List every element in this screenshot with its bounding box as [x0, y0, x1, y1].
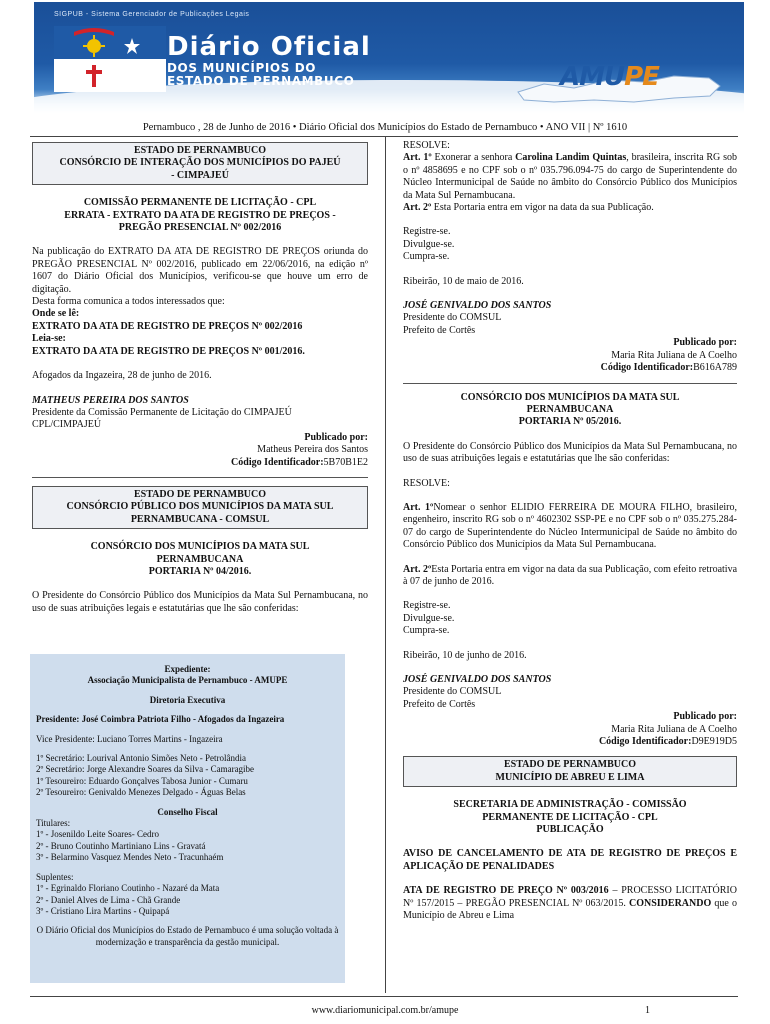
paragraph — [403, 885, 737, 922]
signatory-name: MATHEUS PEREIRA DOS SANTOS — [32, 394, 189, 406]
expediente-org: Associação Municipalista de Pernambuco - AMUPE — [87, 675, 288, 686]
expediente-line: 2º Tesoureiro: Genivaldo Menezes Delgado - Águas Belas — [36, 787, 246, 798]
masthead-subtitle-line2: ESTADO DE PERNAMBUCO — [167, 74, 355, 88]
closing-line: Divulgue-se. — [403, 612, 455, 624]
notice-title: AVISO DE CANCELAMENTO DE ATA DE REGISTRO DE PREÇOS E APLICAÇÃO DE PENALIDADES — [403, 848, 737, 872]
expediente-line: 3º - Belarmino Vasquez Mendes Neto - Tracunhaém — [36, 852, 224, 863]
ata-label: ATA DE REGISTRO DE PREÇO Nº 003/2016 — [403, 885, 609, 897]
expediente-presidente: Presidente: José Coimbra Patriota Filho - Afogados da Ingazeira — [36, 714, 285, 725]
identifier-label: Código Identificador: — [231, 456, 324, 468]
heading-line: COMISSÃO PERMANENTE DE LICITAÇÃO - CPL — [83, 197, 317, 209]
expediente-note: O Diário Oficial dos Municípios do Estado de Pernambuco é uma solução voltada à modernização e transparência da gestão municipal. — [36, 925, 339, 947]
closing-line: Divulgue-se. — [403, 238, 455, 250]
amupe-logo-pe: PE — [624, 62, 659, 92]
heading-line: ERRATA - EXTRATO DA ATA DE REGISTRO DE PREÇOS - — [64, 209, 336, 221]
section-heading-cpl — [403, 799, 737, 836]
expediente-box — [30, 654, 345, 983]
box-line: MUNICÍPIO DE ABREU E LIMA — [495, 771, 645, 783]
identifier-code — [32, 457, 368, 469]
identifier-value: B616A789 — [693, 362, 737, 374]
article-person: Carolina Landim Quintas — [515, 152, 627, 164]
resolve-label: RESOLVE: — [403, 477, 450, 489]
masthead-title: Diário Oficial — [167, 32, 371, 62]
considerando-label: CONSIDERANDO — [629, 897, 712, 909]
expediente-line: 1º Secretário: Lourival Antonio Simões Neto - Petrolândia — [36, 753, 246, 764]
masthead-subtitle — [167, 62, 354, 88]
paragraph-bold: Leia-se: — [32, 333, 66, 345]
amupe-logo — [560, 62, 659, 92]
article-text: Exonerar a senhora — [431, 152, 516, 164]
published-by-name: Maria Rita Juliana de A Coelho — [611, 723, 737, 735]
identifier-value: 5B70B1E2 — [323, 456, 368, 468]
masthead-banner — [34, 2, 744, 114]
box-line: ESTADO DE PERNAMBUCO — [503, 759, 637, 771]
place-date: Ribeirão, 10 de junho de 2016. — [403, 649, 527, 661]
footer-rule — [30, 996, 738, 997]
published-by-label: Publicado por: — [673, 337, 737, 349]
published-by-name: Matheus Pereira dos Santos — [257, 444, 368, 456]
heading-line: CONSÓRCIO DOS MUNICÍPIOS DA MATA SUL — [460, 391, 680, 403]
article-text: , brasileira, inscrita RG sob o nº 4858695 e no CPF sob o nº 035.796.094-75 do cargo de Superintendente do Núcleo Intermunicipal de Saúde no âmbito do Consórcio Público dos Municípios da Mata Sul Pernambucana. — [403, 152, 738, 201]
signatory-role: Presidente da Comissão Permanente de Licitação do CIMPAJEÚ — [32, 406, 292, 418]
paragraph-bold: EXTRATO DA ATA DE REGISTRO DE PREÇOS Nº 001/2016. — [32, 345, 305, 357]
place-date: Ribeirão, 10 de maio de 2016. — [403, 275, 524, 287]
resolve-label: RESOLVE: — [403, 140, 450, 151]
article-text: Esta Portaria entra em vigor na data da sua Publicação. — [431, 202, 654, 214]
left-column — [32, 142, 368, 615]
box-line: PERNAMBUCANA - COMSUL — [130, 513, 270, 525]
signatory-role: Presidente do COMSUL — [403, 312, 502, 324]
identifier-code — [403, 736, 737, 748]
heading-line: PREGÃO PRESENCIAL Nº 002/2016 — [118, 222, 282, 234]
signatory-name: JOSÉ GENIVALDO DOS SANTOS — [403, 300, 552, 312]
heading-line: CONSÓRCIO DOS MUNICÍPIOS DA MATA SUL — [90, 541, 310, 553]
box-line: CONSÓRCIO PÚBLICO DOS MUNICÍPIOS DA MATA SUL — [66, 501, 334, 513]
signatory-role: Presidente do COMSUL — [403, 686, 502, 698]
column-divider — [385, 137, 386, 993]
expediente-diretoria: Diretoria Executiva — [149, 694, 226, 705]
issue-header: Pernambuco , 28 de Junho de 2016 • Diário Oficial dos Municípios do Estado de Pernambuco • ANO VII | Nº 1610 — [142, 122, 628, 133]
closing-line: Registre-se. — [403, 600, 451, 612]
identifier-label: Código Identificador: — [600, 362, 694, 374]
heading-line: PERNAMBUCANA — [156, 553, 244, 565]
article-text: Nomear o senhor ELIDIO FERREIRA DE MOURA FILHO, brasileiro, engenheiro, inscrito RG sob o nº 4602302 SSP-PE e no CPF sob o nº 035.275.284-07 do cargo de Superintendente do Núcleo Intermunicipal de Saúde no âmbito do Consórcio Público dos Municípios da Mata Sul Pernambucana. — [403, 501, 738, 551]
sigpub-label: SIGPUB - Sistema Gerenciador de Publicações Legais — [54, 11, 250, 18]
ata-text: que o Município de Abreu e Lima — [403, 897, 737, 922]
article-label: Art. 1º — [403, 152, 432, 164]
expediente-title: Expediente: — [164, 664, 211, 674]
heading-line: PERNAMBUCANA — [526, 403, 614, 415]
masthead-subtitle-line1: DOS MUNICÍPIOS DO — [167, 61, 317, 75]
expediente-line: 3º - Cristiano Lira Martins - Quipapá — [36, 905, 170, 916]
expediente-line: 2º - Bruno Coutinho Martiniano Lins - Gravatá — [36, 840, 206, 851]
signatory-role: CPL/CIMPAJEÚ — [32, 419, 102, 431]
identifier-label: Código Identificador: — [598, 736, 692, 748]
expediente-line: 2º - Daniel Alves de Lima - Chã Grande — [36, 894, 181, 905]
expediente-line: 1º - Egrinaldo Floriano Coutinho - Nazaré da Mata — [36, 883, 220, 894]
footer-url[interactable]: www.diariomunicipal.com.br/amupe — [311, 1005, 459, 1016]
expediente-conselho: Conselho Fiscal — [157, 806, 218, 817]
article-label: Art. 2º — [403, 563, 432, 575]
heading-line: PORTARIA Nº 04/2016. — [148, 565, 252, 577]
box-line: ESTADO DE PERNAMBUCO — [133, 488, 267, 500]
article — [403, 202, 737, 214]
article-label: Art. 2º — [403, 202, 432, 214]
closing-line: Cumpra-se. — [403, 251, 450, 263]
article-text: Esta Portaria entra em vigor na data da sua Publicação, com efeito retroativa à 07 de junho de 2016. — [403, 563, 738, 587]
signatory-role: Prefeito de Cortês — [403, 324, 476, 336]
expediente-line: Suplentes: — [36, 871, 74, 882]
ata-text: – PROCESSO LICITATÓRIO Nº 157/2015 – PREGÃO PRESENCIAL Nº 063/2015. — [403, 885, 737, 909]
article — [403, 564, 737, 589]
signatory-role: Prefeito de Cortês — [403, 698, 476, 710]
published-by-label: Publicado por: — [673, 711, 737, 723]
paragraph-bold: EXTRATO DA ATA DE REGISTRO DE PREÇOS Nº 002/2016 — [32, 320, 303, 332]
box-line: CONSÓRCIO DE INTERAÇÃO DOS MUNICÍPIOS DO PAJEÚ — [59, 157, 341, 169]
expediente-line: 2º Secretário: Jorge Alexandre Soares da Silva - Camaragibe — [36, 764, 255, 775]
article — [403, 502, 737, 552]
article-label: Art. 1º — [403, 501, 434, 513]
heading-line: PUBLICAÇÃO — [536, 824, 604, 836]
heading-line: PERMANENTE DE LICITAÇÃO - CPL — [482, 811, 658, 823]
amupe-logo-amu: AMU — [560, 62, 625, 92]
section-box-comsul — [32, 486, 368, 529]
section-heading-portaria-04 — [32, 541, 368, 578]
section-box-abreu-e-lima — [403, 756, 737, 787]
section-heading-errata — [32, 197, 368, 234]
expediente-line: 1º Tesoureiro: Eduardo Gonçalves Tabosa Junior - Cumaru — [36, 775, 248, 786]
expediente-line: 1º - Josenildo Leite Soares- Cedro — [36, 829, 160, 840]
published-by-name: Maria Rita Juliana de A Coelho — [611, 349, 737, 361]
heading-line: SECRETARIA DE ADMINISTRAÇÃO - COMISSÃO — [453, 799, 687, 811]
pernambuco-flag-icon — [54, 26, 166, 92]
identifier-value: D9E919D5 — [691, 736, 737, 748]
heading-line: PORTARIA Nº 05/2016. — [518, 416, 622, 428]
paragraph: Desta forma comunica a todos interessados que: — [32, 296, 225, 308]
paragraph: O Presidente do Consórcio Público dos Municípios da Mata Sul Pernambucana, no uso de suas atribuições legais e estatutárias que lhe são conferidas: — [32, 590, 368, 614]
paragraph: Na publicação do EXTRATO DA ATA DE REGISTRO DE PREÇOS oriunda do PREGÃO PRESENCIAL Nº 002/2016, publicado em 22/06/2016, na edição nº 1607 do Diário Oficial dos Municípios, verificou-se que houve um erro de digitação. — [32, 246, 368, 295]
published-by-label: Publicado por: — [304, 431, 368, 443]
closing-line: Registre-se. — [403, 226, 451, 238]
page-number: 1 — [645, 1005, 650, 1016]
box-line: - CIMPAJEÚ — [171, 169, 229, 181]
place-date: Afogados da Ingazeira, 28 de junho de 2016. — [32, 370, 212, 382]
box-line: ESTADO DE PERNAMBUCO — [133, 145, 267, 156]
paragraph: O Presidente do Consórcio Público dos Municípios da Mata Sul Pernambucana, no uso de suas atribuições legais e estatutárias que lhe são conferidas: — [403, 440, 737, 465]
expediente-line: Vice Presidente: Luciano Torres Martins - Ingazeira — [36, 733, 223, 744]
expediente-line: Titulares: — [36, 818, 71, 829]
signatory-name: JOSÉ GENIVALDO DOS SANTOS — [403, 674, 552, 685]
identifier-code — [403, 362, 737, 374]
header-rule — [30, 136, 738, 137]
section-box-cimpajeu — [32, 142, 368, 185]
closing-line: Cumpra-se. — [403, 625, 450, 637]
right-column — [403, 140, 737, 923]
paragraph-bold: Onde se lê: — [32, 308, 80, 320]
section-heading-portaria-05 — [403, 392, 737, 429]
article — [403, 152, 737, 202]
